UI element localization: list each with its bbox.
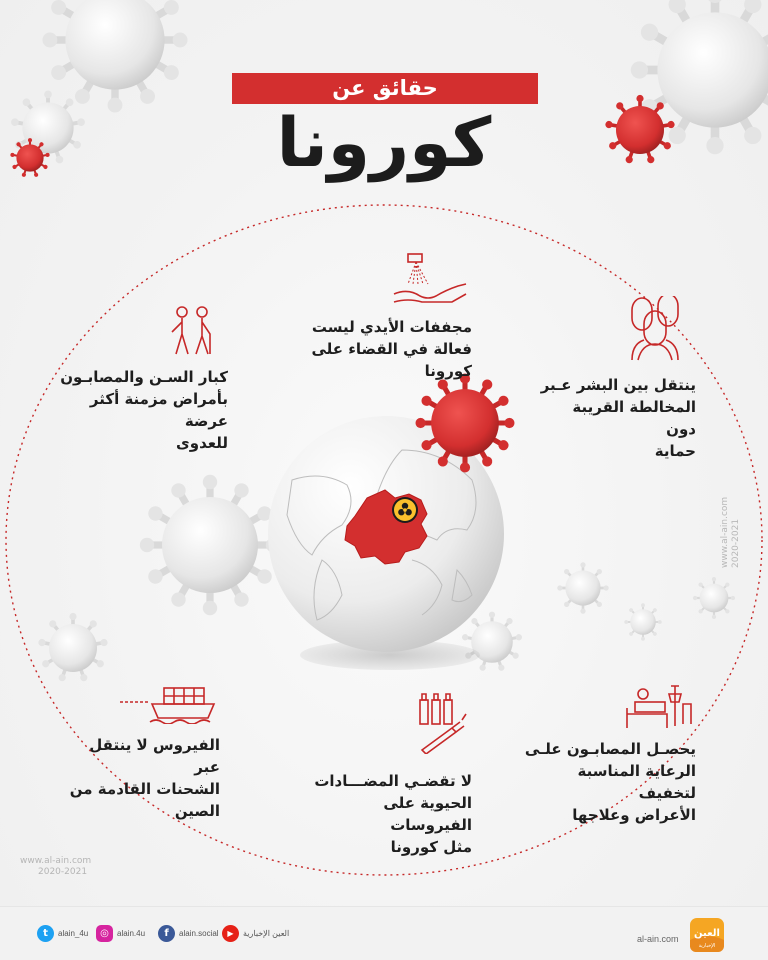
virus-white-right-2: [693, 577, 735, 619]
side-watermark-years: 2020-2021: [731, 518, 741, 568]
bottom-watermark: [20, 856, 91, 878]
virus-white-right-3: [624, 603, 661, 640]
people-group-icon: [618, 296, 690, 362]
fact-transmission: [540, 374, 696, 462]
virus-white-bottom-left: [38, 613, 108, 682]
svg-text:الإخبارية: الإخبارية: [698, 943, 716, 949]
fact-elderly: [58, 366, 228, 454]
fact-shipments: [60, 734, 220, 822]
fact-hand-dryers: [300, 316, 472, 382]
facebook-icon: f: [158, 925, 175, 942]
instagram-handle: alain.4u: [117, 928, 146, 938]
svg-text:العين: العين: [694, 928, 720, 939]
twitter-icon: t: [37, 925, 54, 942]
al-ain-logo: [688, 916, 726, 954]
side-watermark: [718, 450, 741, 580]
fact-antibiotics-text: لا تقضـي المضـــادات الحيوية على الفيروسات مثل كورونا: [314, 772, 472, 856]
syringe-vials-icon: [412, 690, 472, 754]
twitter-handle: alain_4u: [58, 928, 89, 938]
bottom-watermark-years: 2020-2021: [38, 867, 88, 877]
twitter-link[interactable]: [37, 923, 88, 943]
fact-care-text: يحصـل المصابـون علـى الرعاية المناسبة لتخفيف الأعراض وعلاجها: [524, 740, 696, 824]
virus-red-top-left: [10, 138, 50, 177]
side-watermark-site: www.al-ain.com: [720, 496, 730, 568]
virus-white-left-small: [10, 91, 85, 165]
footer-url[interactable]: al-ain.com: [637, 934, 679, 944]
virus-white-top-right: [631, 0, 768, 154]
fact-elderly-text: كبار السـن والمصابـون بأمراض مزمنة أكثر عرضة للعدوى: [60, 368, 228, 452]
virus-white-right-1: [557, 562, 608, 613]
hand-spray-icon: [392, 248, 468, 310]
virus-red-on-globe: [410, 368, 520, 478]
youtube-handle: العين الإخبارية: [243, 928, 290, 938]
facebook-handle: alain.social: [179, 928, 219, 938]
youtube-icon: ▶: [222, 925, 239, 942]
fact-transmission-text: ينتقل بين البشر عـبر المخالطة القريبة دون حماية: [540, 376, 696, 460]
fact-antibiotics: [306, 770, 472, 858]
header-subtitle: حقائق عن: [232, 73, 538, 104]
hospital-care-icon: [625, 684, 693, 730]
fact-care: [520, 738, 696, 826]
biohazard-icon: [392, 497, 418, 523]
instagram-link[interactable]: [96, 923, 145, 943]
elderly-people-icon: [168, 304, 218, 360]
fact-hand-dryers-text: مجففات الأيدي ليست فعالة في القضاء على كورونا: [311, 318, 472, 380]
youtube-link[interactable]: [222, 923, 289, 943]
facebook-link[interactable]: [158, 923, 219, 943]
virus-white-mid-left: [140, 475, 280, 615]
fact-shipments-text: الفيروس لا ينتقل عبر الشحنات القادمة من الصين: [69, 736, 220, 820]
cargo-ship-icon: [120, 684, 216, 724]
virus-white-top-left: [42, 0, 187, 113]
bottom-watermark-site: www.al-ain.com: [20, 856, 92, 866]
header-title: كورونا: [276, 104, 492, 183]
instagram-icon: ◎: [96, 925, 113, 942]
virus-red-top-right: [605, 95, 675, 164]
